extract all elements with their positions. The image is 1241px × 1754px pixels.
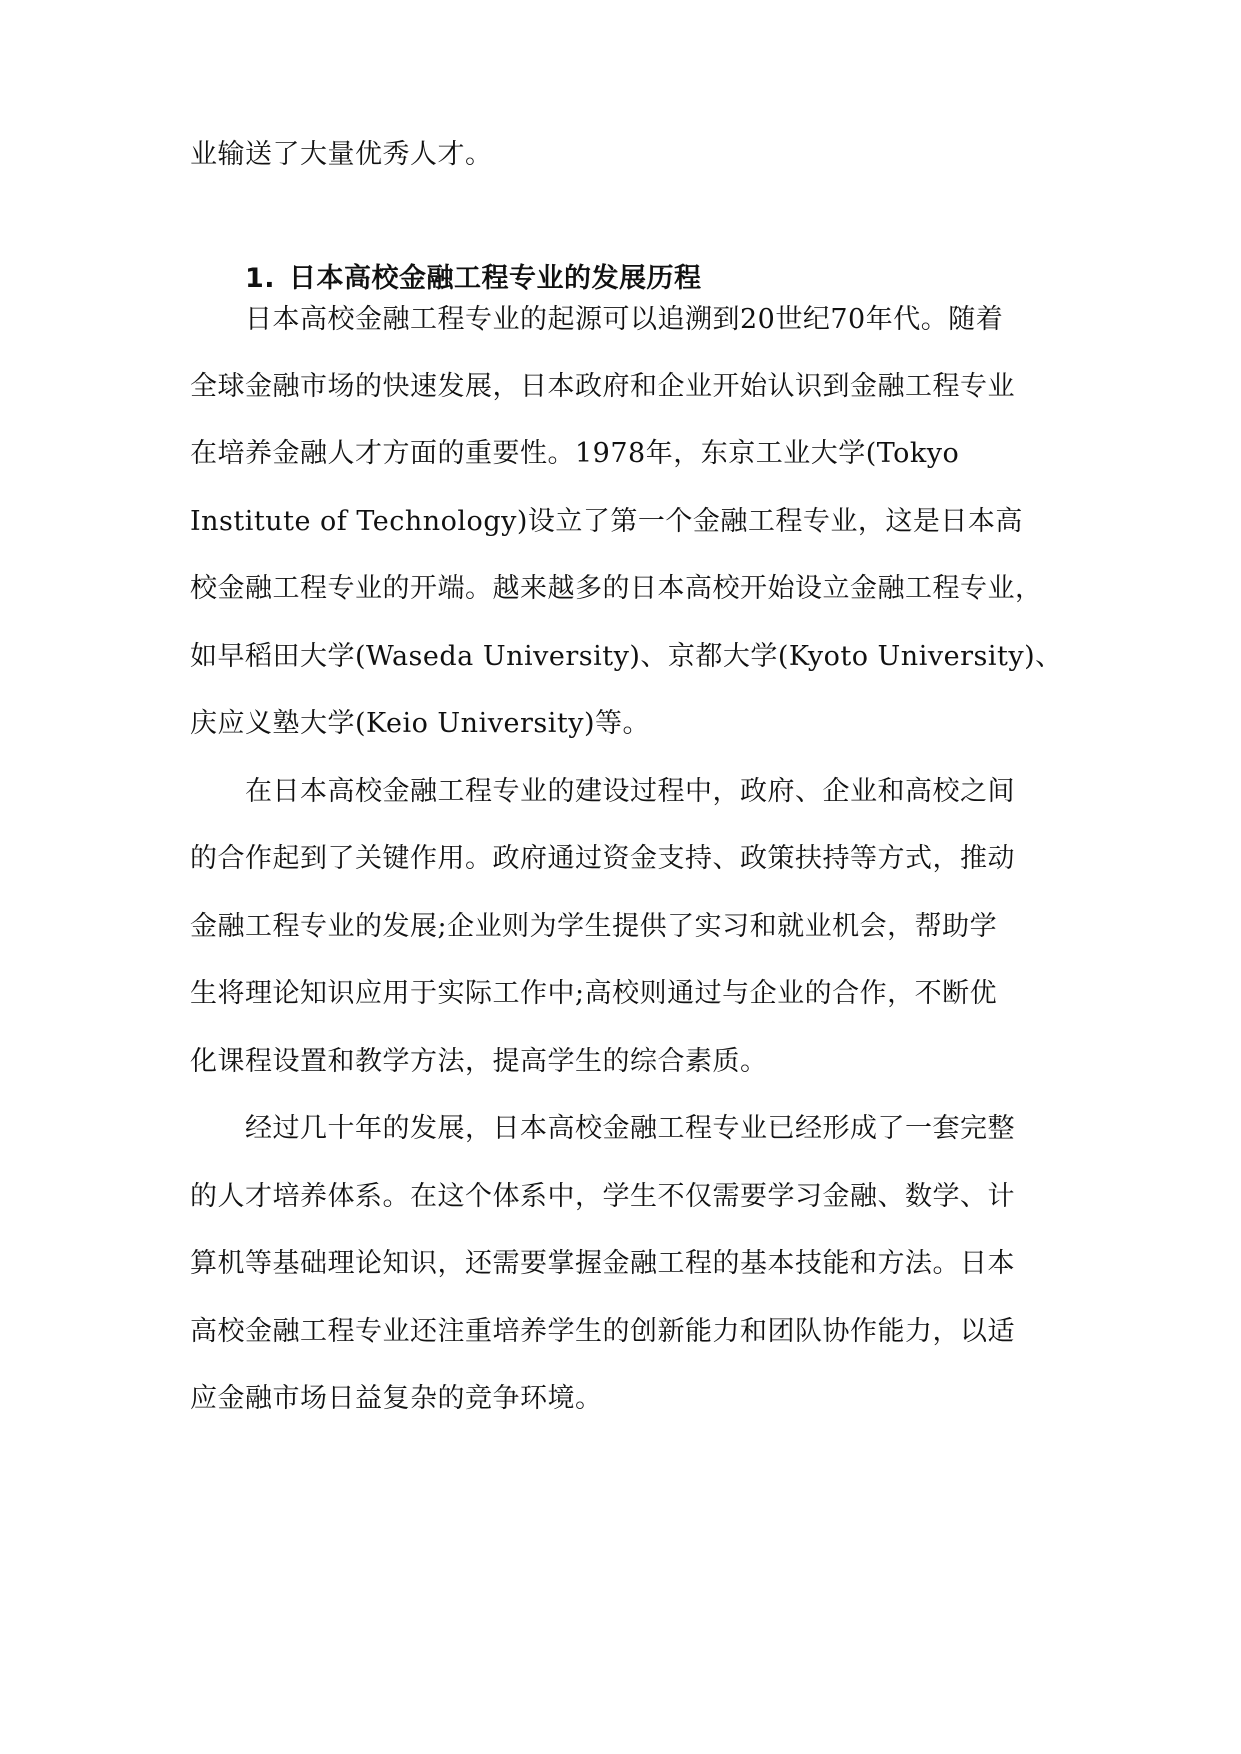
section-heading (245, 262, 702, 296)
paragraph-line: 金融工程专业的发展;企业则为学生提供了实习和就业机会，帮助学 (190, 911, 998, 942)
paragraph-line: 算机等基础理论知识，还需要掌握金融工程的基本技能和方法。日本 (190, 1248, 1015, 1279)
paragraph-line: Institute of Technology)设立了第一个金融工程专业，这是日本高 (190, 506, 1023, 537)
paragraph-line: 经过几十年的发展，日本高校金融工程专业已经形成了一套完整 (245, 1113, 1015, 1144)
lead-line: 业输送了大量优秀人才。 (190, 139, 493, 170)
paragraph-line: 全球金融市场的快速发展，日本政府和企业开始认识到金融工程专业 (190, 371, 1015, 402)
paragraph-line: 校金融工程专业的开端。越来越多的日本高校开始设立金融工程专业， (190, 573, 1043, 604)
paragraph-line: 在培养金融人才方面的重要性。1978年，东京工业大学(Tokyo (190, 438, 960, 469)
paragraph-line: 高校金融工程专业还注重培养学生的创新能力和团队协作能力，以适 (190, 1316, 1015, 1347)
paragraph-line: 庆应义塾大学(Keio University)等。 (190, 708, 650, 739)
paragraph-line: 的合作起到了关键作用。政府通过资金支持、政策扶持等方式，推动 (190, 843, 1015, 874)
section-title: 日本高校金融工程专业的发展历程 (289, 263, 702, 294)
section-number: 1. (245, 263, 276, 294)
paragraph-line: 的人才培养体系。在这个体系中，学生不仅需要学习金融、数学、计 (190, 1181, 1015, 1212)
paragraph-line: 如早稻田大学(Waseda University)、京都大学(Kyoto University)、 (190, 641, 1063, 672)
paragraph-line: 生将理论知识应用于实际工作中;高校则通过与企业的合作，不断优 (190, 978, 998, 1009)
paragraph-line: 日本高校金融工程专业的起源可以追溯到20世纪70年代。随着 (245, 304, 1004, 335)
paragraph-line: 化课程设置和教学方法，提高学生的综合素质。 (190, 1046, 768, 1077)
paragraph-line: 在日本高校金融工程专业的建设过程中，政府、企业和高校之间 (245, 776, 1015, 807)
paragraph-line: 应金融市场日益复杂的竞争环境。 (190, 1383, 603, 1414)
